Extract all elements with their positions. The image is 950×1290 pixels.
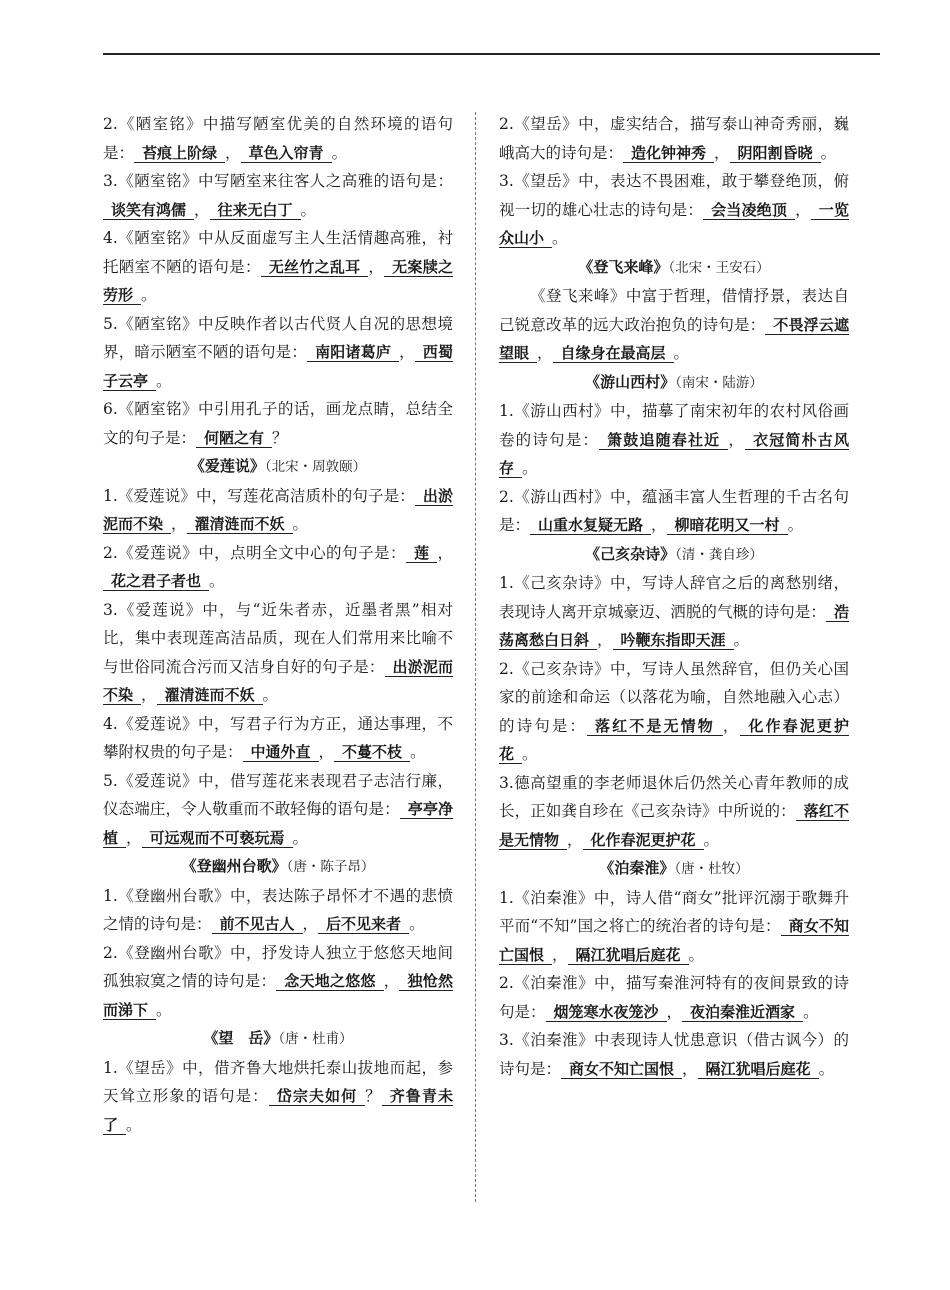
question-text: 3.德高望重的李老师退休后仍然关心青年教师的成长，正如龚自珍在《己亥杂诗》中所说的： [499, 773, 849, 820]
question-text: ， [567, 830, 583, 849]
question-intro [499, 282, 849, 368]
question-text: 。 [803, 1002, 819, 1021]
question-text: 2.《己亥杂诗》中，写诗人虽然辞官，但仍关心国家的前途和命运（以落花为喻，自然地融入心志）的诗句是： [499, 659, 849, 735]
answer-blank: 莲 [406, 544, 437, 563]
question-text: 1.《爱莲说》中，写莲花高洁质朴的句子是： [103, 486, 415, 505]
section-heading [499, 540, 849, 570]
section-author: （北宋・周敦颐） [264, 459, 367, 475]
column-divider [475, 112, 476, 1202]
answer-blank: 苔痕上阶绿 [134, 144, 225, 163]
question-item [103, 395, 453, 452]
answer-blank: 山重水复疑无路 [530, 516, 651, 535]
section-author: （唐・陈子昂） [286, 859, 375, 875]
answer-blank: 往来无白丁 [210, 201, 301, 220]
question-text: 2.《爱莲说》中，点明全文中心的句子是： [103, 543, 406, 562]
answer-blank: 后不见来者 [318, 915, 409, 934]
question-text: 。 [141, 286, 157, 304]
answer-blank: 夜泊秦淮近酒家 [682, 1003, 803, 1022]
question-text: ， [728, 430, 746, 449]
question-text: ， [318, 743, 335, 761]
answer-blank: 无丝竹之乱耳 [261, 258, 369, 277]
answer-blank: 谈笑有鸿儒 [103, 201, 194, 220]
answer-blank: 独怆然而涕下 [103, 972, 453, 1019]
section-title: 《游山西村》 [585, 372, 676, 391]
section-author: （清・龚自珍） [675, 546, 763, 563]
answer-blank: 箫鼓追随春社近 [599, 431, 728, 450]
question-text: 2.《望岳》中，虚实结合，描写泰山神奇秀丽，巍峨高大的诗句是： [499, 115, 849, 162]
answer-blank: 商女不知亡国恨 [499, 917, 849, 964]
section-heading [103, 852, 453, 882]
answer-blank: 何陋之有 [196, 429, 272, 448]
answer-blank: 出淤泥而不染 [103, 657, 453, 704]
question-item [103, 939, 453, 1025]
answer-blank: 不蔓不枝 [334, 743, 410, 762]
question-text: 1.《望岳》中，借齐鲁大地烘托泰山拔地而起，参天耸立形象的语句是： [103, 1058, 453, 1105]
section-author: （南宋・陆游） [675, 374, 763, 391]
question-text: 1.《登幽州台歌》中，表达陈子昂怀才不遇的悲愤之情的诗句是： [103, 886, 453, 933]
question-item [103, 1054, 453, 1140]
answer-blank: 造化钟神秀 [623, 144, 714, 163]
question-text: ， [666, 1002, 683, 1021]
question-text: 。 [331, 143, 348, 162]
question-text: ， [437, 543, 453, 562]
question-text: ， [795, 200, 811, 219]
question-text: 1.《游山西村》中，描摹了南宋初年的农村风俗画卷的诗句是： [499, 402, 849, 449]
question-text: 。 [262, 686, 279, 704]
answer-blank: 烟笼寒水夜笼沙 [546, 1003, 667, 1022]
question-item [499, 569, 849, 655]
question-text: 。 [820, 143, 837, 162]
question-text: 。 [409, 915, 425, 933]
question-text: 2.《陋室铭》中描写陋室优美的自然环境的语句是： [103, 115, 453, 162]
answer-blank: 浩荡离愁白日斜 [499, 602, 849, 649]
right-column [499, 110, 849, 1083]
question-text: 。 [209, 572, 225, 590]
question-item [499, 167, 849, 253]
question-item [499, 769, 849, 855]
question-text: 《登飞来峰》中富于哲理，借情抒景，表达自己锐意改革的远大政治抱负的诗句是： [499, 287, 849, 334]
question-text: ？ [365, 1087, 382, 1105]
section-heading [103, 452, 453, 482]
question-text: 1.《泊秦淮》中，诗人借“商女”批评沉溺于歌舞升平而“不知”国之将亡的统治者的诗句是： [499, 888, 849, 935]
section-title: 《泊秦淮》 [599, 859, 675, 877]
section-heading [499, 253, 849, 283]
question-item [103, 539, 453, 596]
question-text: 。 [292, 515, 309, 533]
answer-blank: 自缘身在最高层 [553, 344, 674, 363]
question-text: ， [651, 516, 667, 534]
question-item [103, 767, 453, 853]
answer-blank: 濯清涟而不妖 [157, 686, 263, 705]
answer-blank: 中通外直 [243, 743, 319, 762]
answer-blank: 柳暗花明又一村 [667, 516, 788, 535]
answer-blank: 化作春泥更护花 [499, 716, 849, 763]
answer-blank: 岱宗夫如何 [269, 1087, 365, 1106]
question-text: 5.《陋室铭》中反映作者以古代贤人自况的思想境界，暗示陋室不陋的语句是： [103, 314, 453, 361]
answer-blank: 草色入帘青 [241, 144, 332, 163]
question-item [499, 655, 849, 769]
answer-blank: 吟鞭东指即天涯 [613, 631, 734, 650]
answer-blank: 会当凌绝顶 [703, 201, 795, 220]
question-text: 。 [787, 516, 804, 534]
question-text: 4.《陋室铭》中从反面虚写主人生活情趣高雅，衬托陋室不陋的语句是： [103, 229, 453, 276]
answer-blank: 可远观而不可亵玩焉 [142, 829, 293, 848]
question-text: 3.《泊秦淮》中表现诗人忧患意识（借古讽今）的诗句是： [499, 1031, 849, 1078]
question-text: ， [597, 631, 613, 649]
section-heading [103, 1024, 453, 1054]
question-text: 。 [126, 1115, 142, 1134]
question-text: 。 [673, 344, 690, 362]
answer-blank: 西蜀子云亭 [103, 343, 453, 390]
answer-blank: 落红不是无情物 [499, 802, 849, 849]
question-item [103, 482, 453, 539]
answer-blank: 落红不是无情物 [587, 717, 723, 736]
question-item [103, 167, 453, 224]
question-text: 3.《望岳》中，表达不畏困难，敢于攀登绝顶，俯视一切的雄心壮志的诗句是： [499, 172, 849, 219]
section-author: （北宋・王安石） [668, 259, 770, 276]
question-item [103, 882, 453, 939]
top-rule [103, 53, 880, 55]
question-item [499, 884, 849, 970]
answer-blank: 濯清涟而不妖 [187, 515, 293, 534]
section-title: 《爱莲说》 [189, 457, 265, 475]
answer-blank: 齐鲁青未了 [103, 1087, 453, 1134]
answer-blank: 前不见古人 [212, 915, 303, 934]
question-item [103, 224, 453, 310]
answer-blank: 化作春泥更护花 [583, 831, 704, 850]
answer-blank: 出淤泥而不染 [103, 486, 453, 533]
question-text: 。 [300, 200, 317, 219]
question-text: 2.《游山西村》中，蕴涵丰富人生哲理的千古名句是： [499, 487, 849, 534]
question-text: 3.《爱莲说》中，与“近朱者赤，近墨者黑”相对比，集中表现莲高洁品质，现在人们常用来比喻不与世俗同流合污而又洁身自好的句子是： [103, 600, 453, 676]
answer-blank: 一览众山小 [499, 200, 849, 247]
question-text: ， [302, 915, 319, 933]
question-text: ， [126, 828, 142, 847]
section-heading [499, 854, 849, 884]
question-item [499, 483, 849, 540]
answer-blank: 南阳诸葛庐 [307, 343, 399, 362]
section-title: 《登飞来峰》 [578, 257, 669, 276]
answer-blank: 商女不知亡国恨 [561, 1060, 682, 1079]
answer-blank: 不畏浮云遮望眼 [499, 315, 849, 362]
section-author: （唐・杜甫） [278, 1031, 353, 1047]
answer-blank: 花之君子者也 [103, 572, 209, 591]
section-title: 《登幽州台歌》 [181, 857, 287, 875]
question-text: ， [141, 686, 157, 704]
left-column [103, 110, 453, 1139]
question-text: ， [714, 143, 730, 162]
question-text: 。 [818, 1059, 835, 1078]
question-text: 。 [410, 743, 426, 761]
question-text: ， [722, 716, 741, 735]
question-text: 2.《登幽州台歌》中，抒发诗人独立于悠悠天地间孤独寂寞之情的诗句是： [103, 943, 453, 990]
answer-blank: 念天地之悠悠 [276, 972, 383, 991]
question-item [103, 596, 453, 710]
section-heading [499, 368, 849, 398]
question-text: 。 [552, 229, 568, 247]
question-item [499, 110, 849, 167]
answer-blank: 无案牍之劳形 [103, 257, 453, 304]
answer-blank: 隔江犹唱后庭花 [698, 1060, 819, 1079]
section-author: （唐・杜牧） [674, 861, 749, 877]
question-text: 。 [703, 830, 720, 849]
question-text: 3.《陋室铭》中写陋室来往客人之高雅的语句是： [103, 172, 453, 190]
question-item [499, 969, 849, 1026]
question-item [103, 310, 453, 396]
question-text: ， [368, 257, 385, 276]
question-text: 1.《己亥杂诗》中，写诗人辞官之后的离愁别绪，表现诗人离开京城豪迈、洒脱的气概的诗句是： [499, 574, 849, 621]
question-item [499, 1026, 849, 1083]
section-title: 《望 岳》 [203, 1029, 279, 1047]
question-text: ， [194, 200, 210, 219]
question-text: 4.《爱莲说》中，写君子行为方正，通达事理，不攀附权贵的句子是： [103, 714, 453, 761]
section-title: 《己亥杂诗》 [585, 544, 676, 563]
question-text: 。 [156, 1000, 172, 1019]
question-text: ， [171, 515, 187, 533]
question-text: ， [537, 344, 553, 362]
question-text: 6.《陋室铭》中引用孔子的话，画龙点睛，总结全文的句子是： [103, 400, 453, 447]
answer-blank: 亭亭净植 [103, 800, 453, 847]
question-text: 5.《爱莲说》中，借写莲花来表现君子志洁行廉，仪态端庄，令人敬重而不敢轻侮的语句是： [103, 771, 453, 818]
question-text: ， [383, 972, 400, 990]
question-text: ？ [272, 428, 288, 447]
answer-blank: 阴阳割昏晓 [730, 144, 821, 163]
question-item [103, 710, 453, 767]
answer-blank: 隔江犹唱后庭花 [568, 946, 689, 965]
question-text: ， [399, 343, 415, 361]
question-text: ， [552, 945, 568, 964]
question-text: 。 [522, 745, 538, 763]
question-item [103, 110, 453, 167]
question-text: 。 [292, 828, 309, 847]
question-text: 。 [688, 945, 705, 964]
question-text: 。 [156, 371, 172, 390]
answer-blank: 衣冠简朴古风存 [499, 430, 849, 477]
question-text: 2.《泊秦淮》中，描写秦淮河特有的夜间景致的诗句是： [499, 974, 849, 1021]
question-text: ， [682, 1059, 698, 1078]
question-text: ， [225, 143, 241, 162]
question-item [499, 397, 849, 483]
question-text: 。 [522, 459, 538, 477]
question-text: 。 [733, 631, 750, 649]
